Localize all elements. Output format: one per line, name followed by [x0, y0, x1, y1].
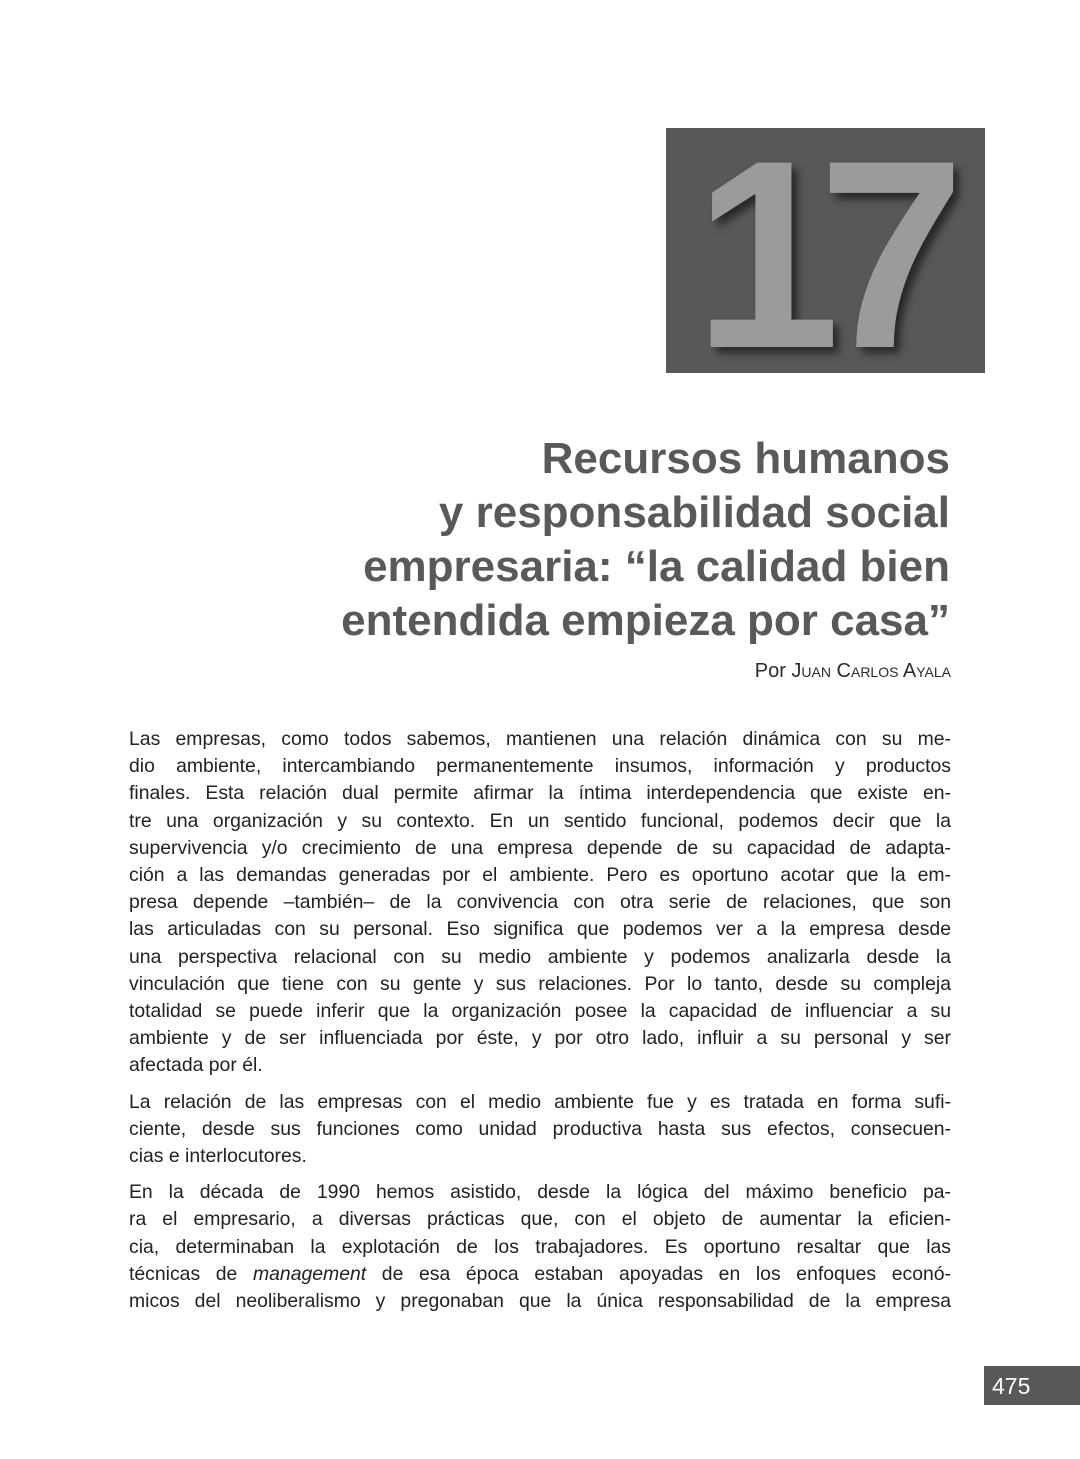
text-line: finales. Esta relación dual permite afirmar la íntima interdependencia que existe en-: [129, 782, 951, 805]
text-line: vinculación que tiene con su gente y sus relaciones. Por lo tanto, desde su compleja: [129, 972, 951, 995]
title-line-2: y responsabilidad social: [438, 488, 950, 537]
text-segment: de esa época estaban apoyadas en los enfoques econó-: [366, 1262, 951, 1285]
page-number: 475: [992, 1373, 1031, 1399]
text-line: En la década de 1990 hemos asistido, desde la lógica del máximo beneficio pa-: [129, 1181, 951, 1204]
chapter-number: 17: [694, 128, 944, 373]
text-line: ción a las demandas generadas por el ambiente. Pero es oportuno acotar que la em-: [129, 864, 951, 887]
text-line: afectada por él.: [129, 1054, 263, 1077]
text-line: una perspectiva relacional con su medio ambiente y podemos analizarla desde la: [129, 945, 951, 968]
title-line-4: entendida empieza por casa”: [341, 596, 950, 645]
author-byline: [755, 660, 951, 683]
text-line: tre una organización y su contexto. En un sentido funcional, podemos decir que la: [129, 809, 951, 832]
text-line: ra el empresario, a diversas prácticas que, con el objeto de aumentar la eficien-: [129, 1208, 951, 1231]
chapter-number-box: [666, 128, 985, 373]
text-line-with-italic: [129, 1261, 951, 1288]
title-line-3: empresaria: “la calidad bien: [363, 542, 950, 591]
page-number-box: [984, 1366, 1080, 1405]
paragraph-2: [129, 1089, 951, 1171]
chapter-title: [250, 432, 950, 648]
text-line: totalidad se puede inferir que la organización posee la capacidad de influenciar a su: [129, 1000, 951, 1023]
text-line: Las empresas, como todos sabemos, mantienen una relación dinámica con su me-: [129, 728, 951, 750]
text-line: dio ambiente, intercambiando permanentemente insumos, información y productos: [129, 755, 951, 778]
text-line: supervivencia y/o crecimiento de una empresa depende de su capacidad de adapta-: [129, 836, 951, 859]
title-line-1: Recursos humanos: [541, 434, 950, 483]
byline-prefix: Por: [754, 660, 786, 682]
paragraph-1: [129, 726, 951, 1080]
text-line: presa depende –también– de la convivencia con otra serie de relaciones, que son: [129, 891, 951, 914]
text-line: micos del neoliberalismo y pregonaban que la única responsabilidad de la empresa: [129, 1290, 951, 1313]
text-line: La relación de las empresas con el medio ambiente fue y es tratada en forma sufi-: [129, 1090, 951, 1113]
text-segment: técnicas de: [129, 1262, 253, 1285]
text-line: cias e interlocutores.: [129, 1145, 307, 1168]
paragraph-3: [129, 1179, 951, 1315]
text-line: ciente, desde sus funciones como unidad productiva hasta sus efectos, consecuen-: [129, 1117, 951, 1140]
body-text: [129, 726, 951, 1324]
text-line: cia, determinaban la explotación de los trabajadores. Es oportuno resaltar que las: [129, 1235, 951, 1258]
author-name: Juan Carlos Ayala: [791, 660, 951, 682]
text-line: las articuladas con su personal. Eso significa que podemos ver a la empresa desde: [129, 918, 951, 941]
italic-term: management: [252, 1262, 367, 1285]
text-line: ambiente y de ser influenciada por éste, y por otro lado, influir a su personal y ser: [129, 1027, 951, 1050]
